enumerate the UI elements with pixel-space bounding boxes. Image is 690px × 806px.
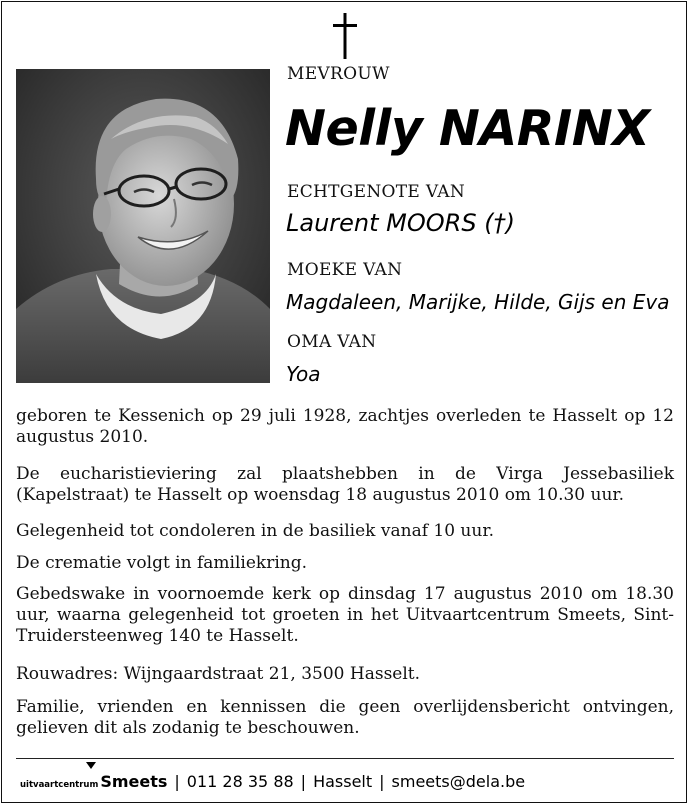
relation-names-children: Magdaleen, Marijke, Hilde, Gijs en Eva [286,290,670,314]
relation-label-spouse: ECHTGENOTE VAN [287,182,466,202]
paragraph-cremation: De crematie volgt in familiekring. [16,553,307,573]
paragraph-condolences: Gelegenheid tot condoleren in de basiliek vanaf 10 uur. [16,521,494,541]
relation-label-grandchildren: OMA VAN [287,332,377,352]
portrait-photo [16,69,270,383]
paragraph-service: De eucharistieviering zal plaatshebben in de Virga Jessebasiliek (Kapelstraat) te Hasselt op woensdag 18 augustus 2010 om 10.30 uur. [16,464,674,505]
cross-icon [327,12,363,60]
paragraph-wake: Gebedswake in voornoemde kerk op dinsdag 17 augustus 2010 om 18.30 uur, waarna gelegenheid tot groeten in het Uitvaartcentrum Smeets, Sint-Truidersteenweg 140 te Hasselt. [16,584,674,646]
separator: | [174,772,180,791]
relation-names-grandchildren: Yoa [286,362,321,386]
paragraph-address: Rouwadres: Wijngaardstraat 21, 3500 Hasselt. [16,664,421,684]
brand-name-text: Smeets [100,772,168,791]
email: smeets@dela.be [391,772,526,791]
brand-name [100,772,167,791]
brand-triangle-icon [86,762,96,769]
brand-prefix: uitvaartcentrum [20,780,99,790]
separator: | [300,772,307,791]
paragraph-family-note: Familie, vrienden en kennissen die geen overlijdensbericht ontvingen, gelieven dit als zodanig te beschouwen. [16,697,674,738]
title-prefix: MEVROUW [287,64,390,84]
divider [16,758,674,759]
deceased-name: Nelly NARINX [285,100,650,157]
phone-number: 011 28 35 88 [186,772,294,791]
relation-names-spouse: Laurent MOORS (†) [286,209,515,237]
city: Hasselt [313,772,373,791]
separator: | [379,772,385,791]
relation-label-children: MOEKE VAN [287,260,403,280]
funeral-home-footer [20,772,525,794]
paragraph-birth-death: geboren te Kessenich op 29 juli 1928, zachtjes overleden te Hasselt op 12 augustus 2010. [16,406,674,447]
